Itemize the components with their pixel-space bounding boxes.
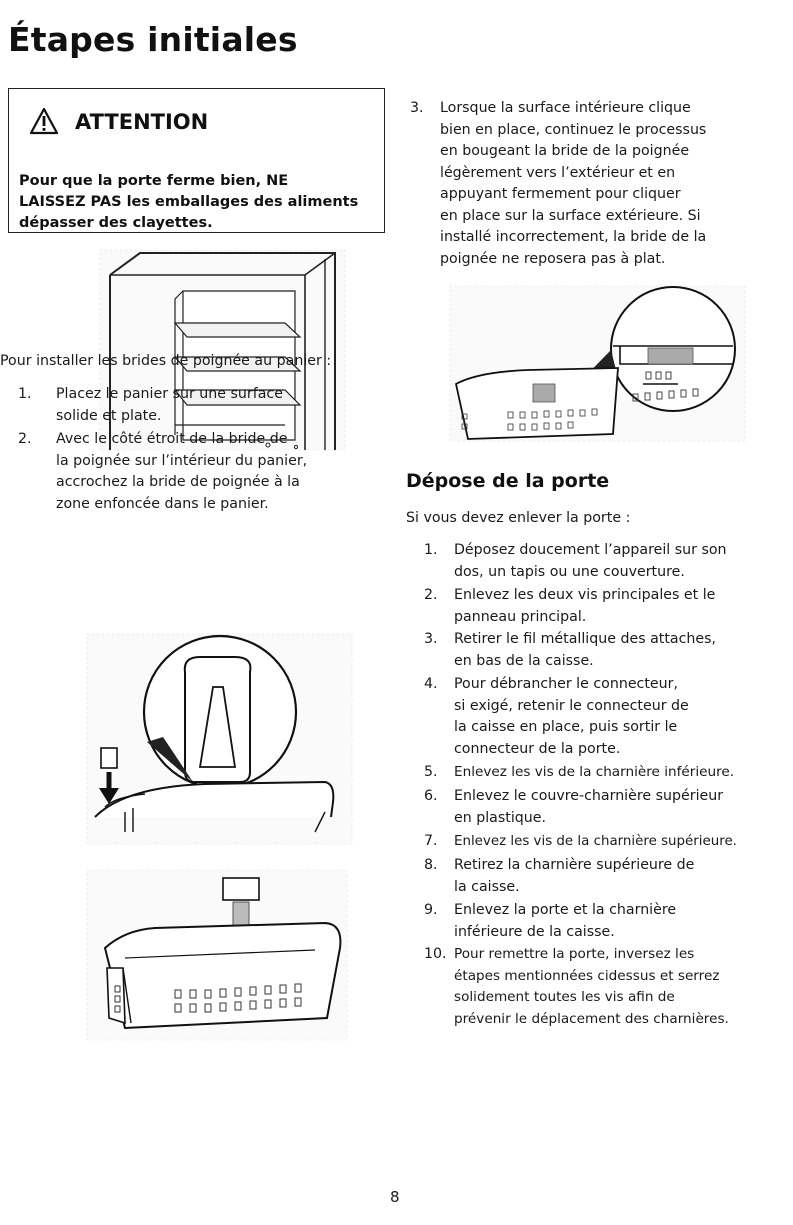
step-text: bien en place, continuez le processus (440, 121, 707, 138)
step-text: légèrement vers l’extérieur et en (440, 164, 676, 181)
step-text: Enlevez la porte et la charnière (454, 902, 677, 918)
section-title: Dépose de la porte (406, 470, 610, 492)
step-text: prévenir le déplacement des charnières. (454, 1010, 729, 1027)
attention-box (8, 88, 385, 233)
step-text: étapes mentionnées cidessus et serrez (454, 967, 720, 984)
warning-triangle-icon (29, 107, 59, 135)
step-number: 1. (18, 386, 32, 402)
step-text: Avec le côté étroit de la bride de (56, 431, 288, 447)
basket-illustration (85, 868, 350, 1043)
attention-line-2: LAISSEZ PAS les emballages des aliments (19, 194, 359, 210)
clip-installed-illustration (448, 284, 748, 444)
step-text: Retirez la charnière supérieure de (454, 857, 695, 873)
step-text: Enlevez les deux vis principales et le (454, 587, 716, 603)
attention-line-1: Pour que la porte ferme bien, NE (19, 173, 289, 189)
step-number: 1. (424, 542, 438, 558)
attention-heading: ATTENTION (75, 110, 209, 134)
step-text: Pour débrancher le connecteur, (454, 676, 678, 692)
step-text: appuyant fermement pour cliquer (440, 186, 681, 202)
step-text: solidement toutes les vis afin de (454, 989, 675, 1005)
step-text: inférieure de la caisse. (454, 923, 615, 940)
step-text: Déposez doucement l’appareil sur son (454, 542, 727, 558)
step-text: connecteur de la porte. (454, 740, 621, 757)
step-number: 10. (424, 946, 447, 962)
step-number: 3. (424, 631, 438, 647)
step-number: 2. (424, 587, 438, 603)
step-text: poignée ne reposera pas à plat. (440, 250, 666, 267)
step-text: Placez le panier sur une surface (56, 386, 283, 402)
step-number: 3. (410, 100, 424, 116)
step-text: Lorsque la surface intérieure clique (440, 100, 691, 116)
step-text: solide et plate. (56, 407, 162, 424)
page-title: Étapes initiales (8, 20, 298, 59)
step-text: Pour remettre la porte, inversez les (454, 946, 695, 962)
step-number: 2. (18, 431, 32, 447)
step-text: la poignée sur l’intérieur du panier, (56, 452, 308, 469)
step-text: si exigé, retenir le connecteur de (454, 697, 689, 714)
step-text: dos, un tapis ou une couverture. (454, 563, 685, 580)
step-number: 9. (424, 902, 438, 918)
step-text: panneau principal. (454, 608, 587, 625)
step-text: Enlevez le couvre-charnière supérieur (454, 788, 724, 804)
step-text: en bougeant la bride de la poignée (440, 143, 690, 159)
left-intro: Pour installer les brides de poignée au panier : (0, 353, 332, 369)
attention-line-3: dépasser des clayettes. (19, 215, 213, 231)
step-number: 6. (424, 788, 438, 804)
step-text: Enlevez les vis de la charnière inférieure. (454, 764, 735, 780)
step-number: 4. (424, 676, 438, 692)
step-number: 5. (424, 764, 438, 780)
step-text: Retirer le fil métallique des attaches, (454, 631, 717, 647)
step-text: zone enfoncée dans le panier. (56, 495, 269, 512)
step-text: en plastique. (454, 809, 547, 826)
step-text: accrochez la bride de poignée à la (56, 474, 300, 490)
step-number: 8. (424, 857, 438, 873)
step-number: 7. (424, 833, 438, 849)
step-text: en place sur la surface extérieure. Si (440, 207, 701, 224)
page-number: 8 (390, 1188, 400, 1206)
handle-clip-illustration (85, 632, 355, 847)
step-text: la caisse en place, puis sortir le (454, 719, 678, 735)
step-text: Enlevez les vis de la charnière supérieure. (454, 834, 737, 849)
step-text: installé incorrectement, la bride de la (440, 229, 707, 245)
section-intro: Si vous devez enlever la porte : (406, 510, 631, 526)
step-text: la caisse. (454, 878, 520, 895)
step-text: en bas de la caisse. (454, 652, 594, 669)
